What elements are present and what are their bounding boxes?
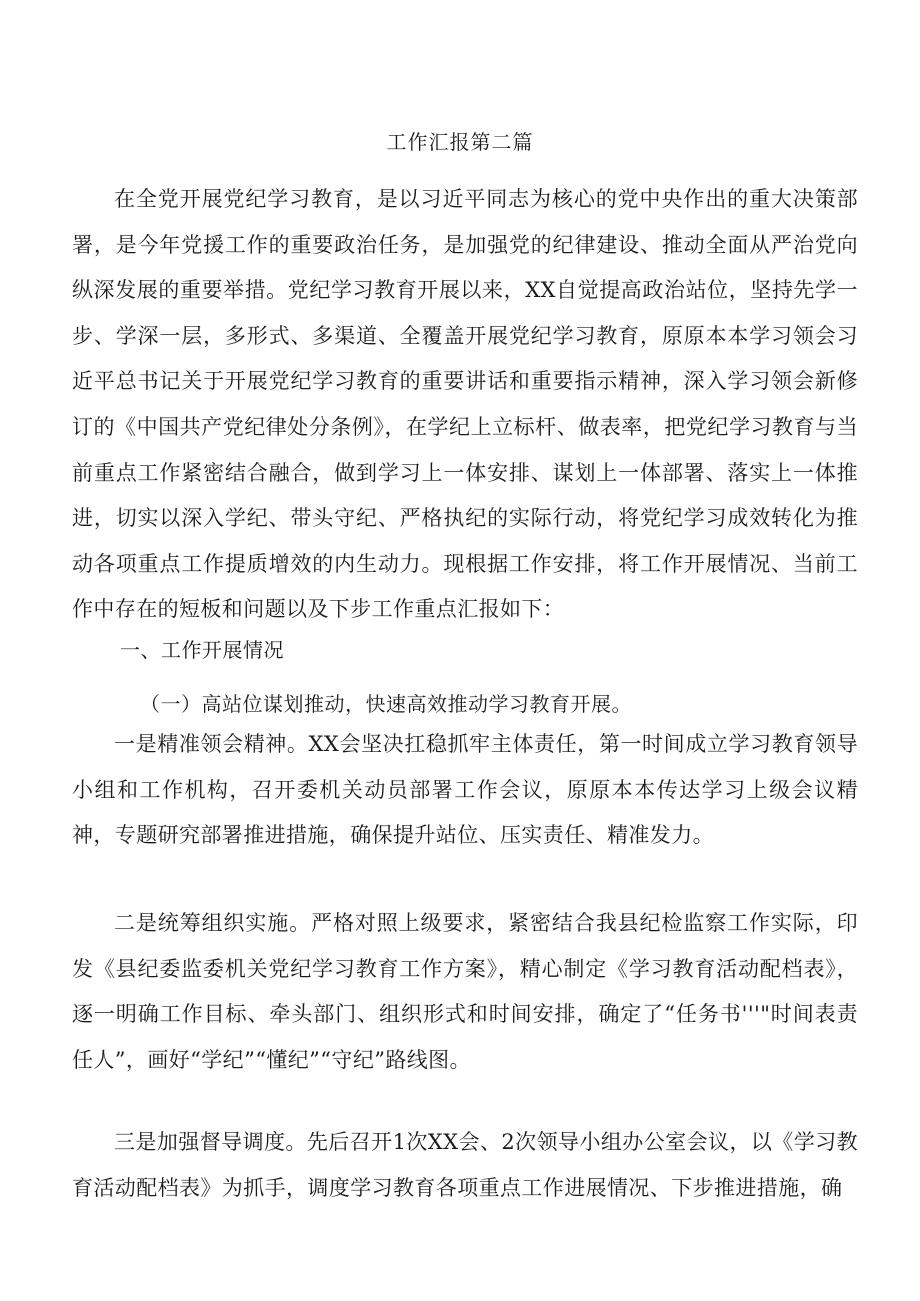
subsection-heading: （一）高站位谋划推动，快速高效推动学习教育开展。 <box>140 692 632 716</box>
document-title: 工作汇报第二篇 <box>386 130 534 154</box>
item-paragraph-2: 二是统筹组织实施。严格对照上级要求，紧密结合我县纪检监察工作实际，印发《县纪委监委机关党纪学习教育工作方案》，精心制定《学习教育活动配档表》，逐一明确工作目标、牵头部门、组织形式和时间安排，确定了“任务书'''"时间表责任人”，画好“学纪”“懂纪”“守纪”路线图。 <box>72 911 858 1072</box>
section-heading: 一、工作开展情况 <box>120 638 284 662</box>
intro-paragraph: 在全党开展党纪学习教育，是以习近平同志为核心的党中央作出的重大决策部署，是今年党援工作的重要政治任务，是加强党的纪律建设、推动全面从严治党向纵深发展的重要举措。党纪学习教育开展以来，XX自觉提高政治站位，坚持先学一步、学深一层，多形式、多渠道、全覆盖开展党纪学习教育，原原本本学习领会习近平总书记关于开展党纪学习教育的重要讲话和重要指示精神，深入学习领会新修订的《中国共产党纪律处分条例》，在学纪上立标杆、做表率，把党纪学习教育与当前重点工作紧密结合融合，做到学习上一体安排、谋划上一体部署、落实上一体推进，切实以深入学纪、带头守纪、严格执纪的实际行动，将党纪学习成效转化为推动各项重点工作提质增效的内生动力。现根据工作安排，将工作开展情况、当前工作中存在的短板和问题以及下步工作重点汇报如下： <box>72 187 858 622</box>
item-paragraph-3: 三是加强督导调度。先后召开1次XX会、2次领导小组办公室会议，以《学习教育活动配档表》为抓手，调度学习教育各项重点工作进展情况、下步推进措施，确 <box>72 1130 858 1200</box>
item-paragraph-1: 一是精准领会精神。XX会坚决扛稳抓牢主体责任，第一时间成立学习教育领导小组和工作机构，召开委机关动员部署工作会议，原原本本传达学习上级会议精神，专题研究部署推进措施，确保提升站位、压实责任、精准发力。 <box>72 732 858 848</box>
